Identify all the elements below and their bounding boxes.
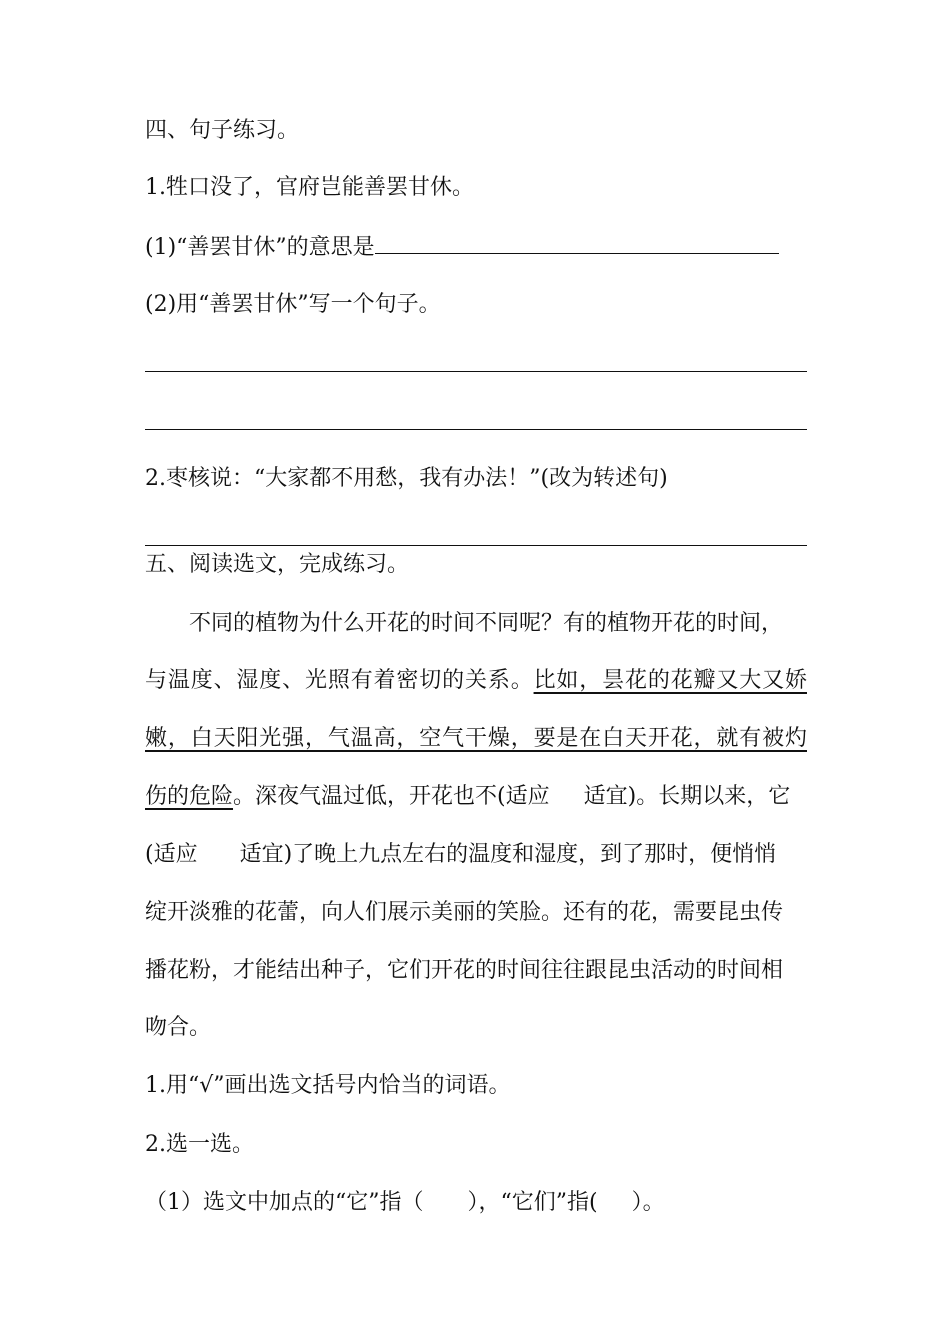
section5-heading: 五、阅读选文，完成练习。 [145,552,410,577]
q1-part1 [145,231,779,263]
passage-line-4 [145,782,790,812]
section4-heading: 四、句子练习。 [145,118,300,143]
q2-1-text-a: （1）选文中加点的“它”指（ [145,1190,424,1215]
passage-line-6: 绽开淡雅的花蕾，向人们展示美丽的笑脸。还有的花，需要昆虫传 [145,900,784,925]
section5-q1: 1.用“√”画出选文括号内恰当的词语。 [145,1073,511,1098]
underlined-sentence-part-1: 比如，昙花的花瓣又大又娇 [533,668,807,693]
passage-line-4-text: 。深夜气温过低，开花也不(适应 [233,784,550,809]
passage-line-2 [145,666,807,696]
q1-sentence-answer-line-2[interactable] [145,429,807,430]
passage-line-5-text: 适宜)了晚上九点左右的温度和湿度，到了那时，便悄悄 [239,842,777,867]
q1-sentence: 1.牲口没了，官府岂能善罢甘休。 [145,175,474,200]
passage-line-4-option: 适宜)。长期以来，它 [583,784,791,809]
q2-answer-line[interactable] [145,545,807,546]
passage-line-5-option: (适应 [145,842,198,867]
q2-1-text-c: ）。 [631,1190,665,1215]
q1-sentence-answer-line-1[interactable] [145,371,807,372]
section5-q2-1 [145,1188,665,1218]
q1-part1-label: (1)“善罢甘休”的意思是 [145,235,375,260]
q2-1-text-b: ），“它们”指( [467,1190,598,1215]
q1-meaning-answer-line[interactable] [375,231,779,254]
underlined-sentence-part-2: 嫩，白天阳光强，气温高，空气干燥，要是在白天开花，就有被灼 [145,726,807,751]
q1-part2: (2)用“善罢甘休”写一个句子。 [145,292,441,317]
passage-line-1: 不同的植物为什么开花的时间不同呢？有的植物开花的时间， [189,611,784,636]
passage-line-7: 播花粉，才能结出种子，它们开花的时间往往跟昆虫活动的时间相 [145,958,784,983]
passage-line-2-text: 与温度、湿度、光照有着密切的关系。 [145,668,534,693]
passage-line-8: 吻合。 [145,1015,212,1040]
section5-q2: 2.选一选。 [145,1132,254,1157]
passage-line-5 [145,840,776,870]
underlined-sentence-part-3: 伤的危险 [145,784,234,809]
q2-sentence: 2.枣核说：“大家都不用愁，我有办法！”(改为转述句) [145,466,668,491]
